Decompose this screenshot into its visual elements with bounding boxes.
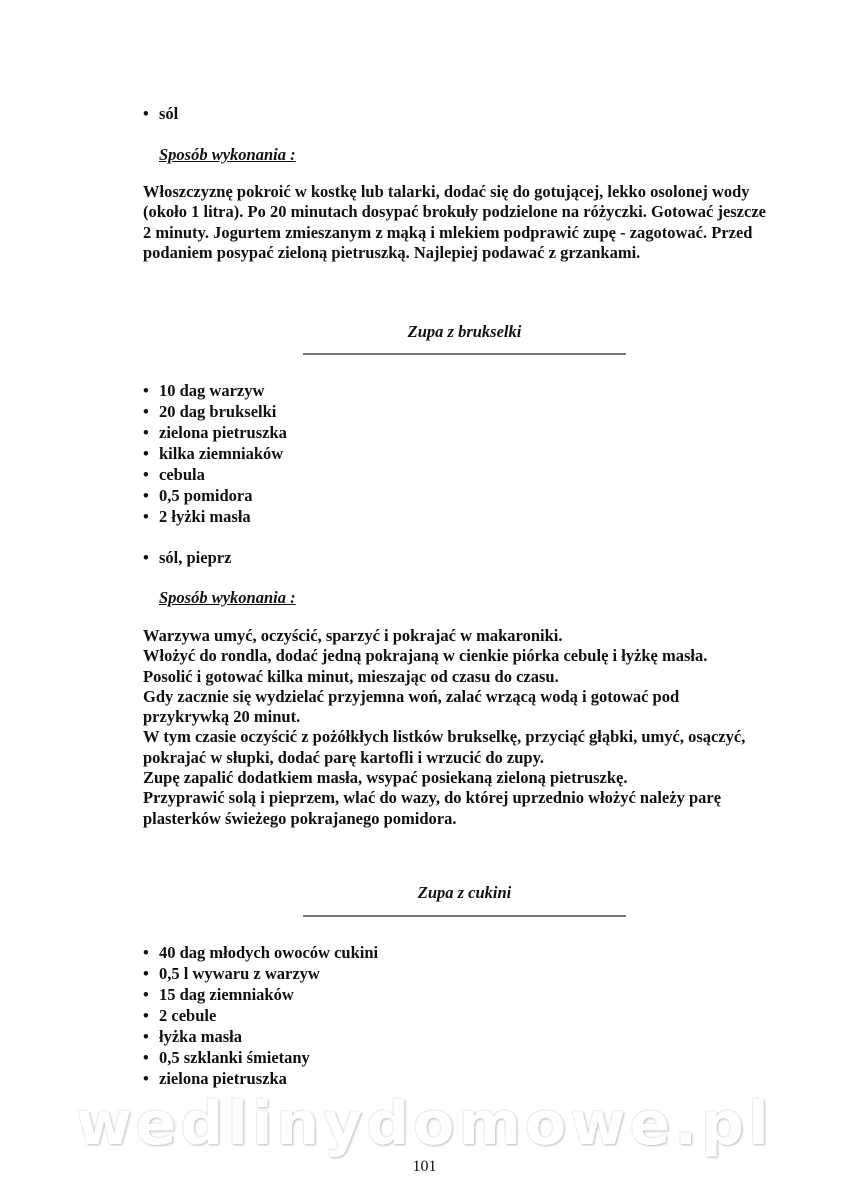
method-text: [143, 182, 783, 263]
ingredient-text: kilka ziemniaków: [159, 444, 284, 463]
text-line: podaniem posypać zieloną pietruszką. Najlepiej podawać z grzankami.: [143, 242, 641, 262]
bullet-icon: •: [143, 402, 149, 421]
ingredient-text: łyżka masła: [159, 1027, 242, 1046]
text-line: Posolić i gotować kilka minut, mieszając od czasu do czasu.: [143, 666, 559, 686]
bullet-icon: •: [143, 465, 149, 484]
ingredient-text: 10 dag warzyw: [159, 381, 265, 400]
ingredient-text: 0,5 szklanki śmietany: [159, 1048, 310, 1067]
bullet-icon: •: [143, 381, 149, 400]
bullet-icon: •: [143, 444, 149, 463]
bullet-icon: •: [143, 507, 149, 526]
bullet-icon: •: [143, 104, 149, 123]
ingredient-text: cebula: [159, 465, 205, 484]
bullet-icon: •: [143, 1027, 149, 1046]
bullet-icon: •: [143, 1069, 149, 1088]
text-line: Przyprawić solą i pieprzem, wlać do wazy, do której uprzednio włożyć należy parę: [143, 788, 722, 808]
ingredient-text: sól, pieprz: [159, 548, 232, 567]
ingredient-text: zielona pietruszka: [159, 423, 287, 442]
bullet-icon: •: [143, 985, 149, 1004]
text-line: W tym czasie oczyścić z pożółkłych listków brukselkę, przyciąć głąbki, umyć, osączyć,: [143, 727, 746, 747]
text-line: pokrajać w słupki, dodać parę kartofli i wrzucić do zupy.: [143, 747, 545, 767]
bullet-icon: •: [143, 486, 149, 505]
text-line: plasterków świeżego pokrajanego pomidora.: [143, 808, 457, 828]
ingredient-text: 2 łyżki masła: [159, 507, 251, 526]
method-text: [143, 626, 783, 829]
title-divider: [303, 353, 626, 355]
ingredient-text: 0,5 l wywaru z warzyw: [159, 964, 320, 983]
text-line: Włoszczyznę pokroić w kostkę lub talarki, dodać się do gotującej, lekko osolonej wody: [143, 182, 750, 201]
bullet-icon: •: [143, 1048, 149, 1067]
method-label: Sposób wykonania :: [159, 588, 296, 607]
bullet-icon: •: [143, 943, 149, 962]
ingredient-text: 20 dag brukselki: [159, 402, 277, 421]
page-number: 101: [412, 1158, 437, 1175]
bullet-icon: •: [143, 423, 149, 442]
watermark: wedlinydomowe.pl: [76, 1089, 773, 1159]
ingredient-text: sól: [159, 104, 179, 123]
text-line: Warzywa umyć, oczyścić, sparzyć i pokrajać w makaroniki.: [143, 626, 563, 645]
method-label: Sposób wykonania :: [159, 145, 296, 164]
text-line: przykrywką 20 minut.: [143, 707, 301, 727]
title-divider: [303, 915, 626, 917]
text-line: Zupę zapalić dodatkiem masła, wsypać posiekaną zieloną pietruszkę.: [143, 768, 628, 788]
text-line: Gdy zacznie się wydzielać przyjemna woń, zalać wrzącą wodą i gotować pod: [143, 686, 680, 706]
bullet-icon: •: [143, 548, 149, 567]
text-line: Włożyć do rondla, dodać jedną pokrajaną w cienkie piórka cebulę i łyżkę masła.: [143, 646, 708, 666]
recipe-title: Zupa z brukselki: [407, 322, 522, 341]
ingredient-text: 2 cebule: [159, 1006, 217, 1025]
bullet-icon: •: [143, 1006, 149, 1025]
text-line: (około 1 litra). Po 20 minutach dosypać brokuły podzielone na różyczki. Gotować jeszcze: [143, 202, 766, 222]
recipe-title: Zupa z cukini: [417, 883, 512, 902]
ingredient-text: 0,5 pomidora: [159, 486, 253, 505]
text-line: 2 minuty. Jogurtem zmieszanym z mąką i mlekiem podprawić zupę - zagotować. Przed: [143, 222, 753, 242]
ingredient-text: 40 dag młodych owoców cukini: [159, 943, 379, 962]
ingredient-text: zielona pietruszka: [159, 1069, 287, 1088]
bullet-icon: •: [143, 964, 149, 983]
ingredient-text: 15 dag ziemniaków: [159, 985, 294, 1004]
